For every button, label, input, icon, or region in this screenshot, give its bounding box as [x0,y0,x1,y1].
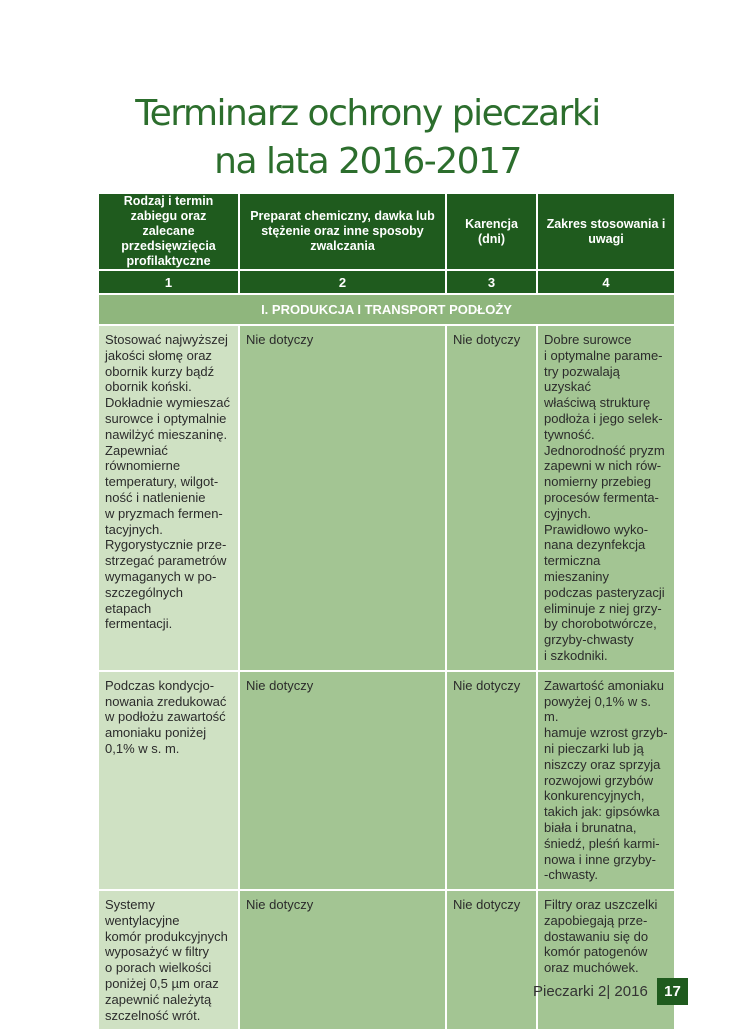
table-cell [446,325,537,671]
page-title [0,90,735,186]
cell-text: Stosować najwyższej jakości słomę oraz obornik kurzy bądź obornik koński. Dokładnie wymieszać surowce i optymalnie nawilżyć mieszaninę. Zapewniać równomierne temperatury, wilgot- ność i natlenienie w pryzmach fermen- tacyjnych. Rygorystycznie prze- strzegać parametrów wymaganych w po- szczególnych etapach fermentacji. [105,332,230,632]
cell-text: Nie dotyczy [246,332,314,347]
column-number-row [98,270,675,294]
cell-text: Systemy wentylacyjne komór produkcyjnych wyposażyć w filtry o porach wielkości poniżej 0,5 µm oraz zapewnić należytą szczelność wrót. [105,897,228,1023]
column-number: 4 [537,270,675,294]
table-cell [537,325,675,671]
column-number: 3 [446,270,537,294]
page-number: 17 [657,978,688,1005]
cell-text: Nie dotyczy [453,332,521,347]
table-cell [446,890,537,1030]
title-line-2: na lata 2016-2017 [214,141,521,182]
table-cell [98,671,239,890]
cell-text: Dobre surowce i optymalne parame- try pozwalają uzyskać właściwą strukturę podłoża i jego selek- tywność. Jednorodność pryzm zapewni w nich rów- nomierny przebieg procesów fermenta- cyjnych. Prawidłowo wyko- nana dezynfekcja termiczna mieszaniny podczas pasteryzacji eliminuje z niej grzy- by chorobotwórcze, grzyby-chwasty i szkodniki. [544,332,665,663]
table-cell [239,671,446,890]
table-cell [239,890,446,1030]
section-row [98,294,675,325]
header-cell: Rodzaj i termin zabiegu oraz zalecane przedsięwzięcia profilaktyczne [98,193,239,270]
table-header-row [98,193,675,270]
table-cell [446,671,537,890]
table-cell [98,890,239,1030]
publication-name: Pieczarki 2| 2016 [533,983,648,1000]
header-cell: Karencja (dni) [446,193,537,270]
table-row [98,890,675,1030]
cell-text: Podczas kondycjo- nowania zredukować w podłożu zawartość amoniaku poniżej 0,1% w s. m. [105,677,227,756]
table-cell [537,890,675,1030]
table-row [98,671,675,890]
cell-text: Filtry oraz uszczelki zapobiegają prze- dostawaniu się do komór patogenów oraz muchówek. [544,897,658,976]
header-cell: Preparat chemiczny, dawka lub stężenie oraz inne sposoby zwalczania [239,193,446,270]
table-cell [537,671,675,890]
header-cell: Zakres stosowania i uwagi [537,193,675,270]
title-line-1: Terminarz ochrony pieczarki [135,93,600,134]
cell-text: Zawartość amoniaku powyżej 0,1% w s. m. hamuje wzrost grzyb- ni pieczarki lub ją niszczy oraz sprzyja rozwojowi grzybów konkurencyjnych, takich jak: gipsówka biała i brunatna, śniedź, pleśń karmi- nowa i inne grzyby- -chwasty. [544,677,668,883]
table-cell [239,325,446,671]
table-row [98,325,675,671]
table-cell [98,325,239,671]
cell-text: Nie dotyczy [453,897,521,913]
column-number: 1 [98,270,239,294]
cell-text: Nie dotyczy [246,897,314,913]
cell-text: Nie dotyczy [246,677,314,693]
protection-schedule-table [97,192,676,1031]
cell-text: Nie dotyczy [453,677,521,693]
column-number: 2 [239,270,446,294]
section-title: I. PRODUKCJA I TRANSPORT PODŁOŻY [98,294,675,325]
